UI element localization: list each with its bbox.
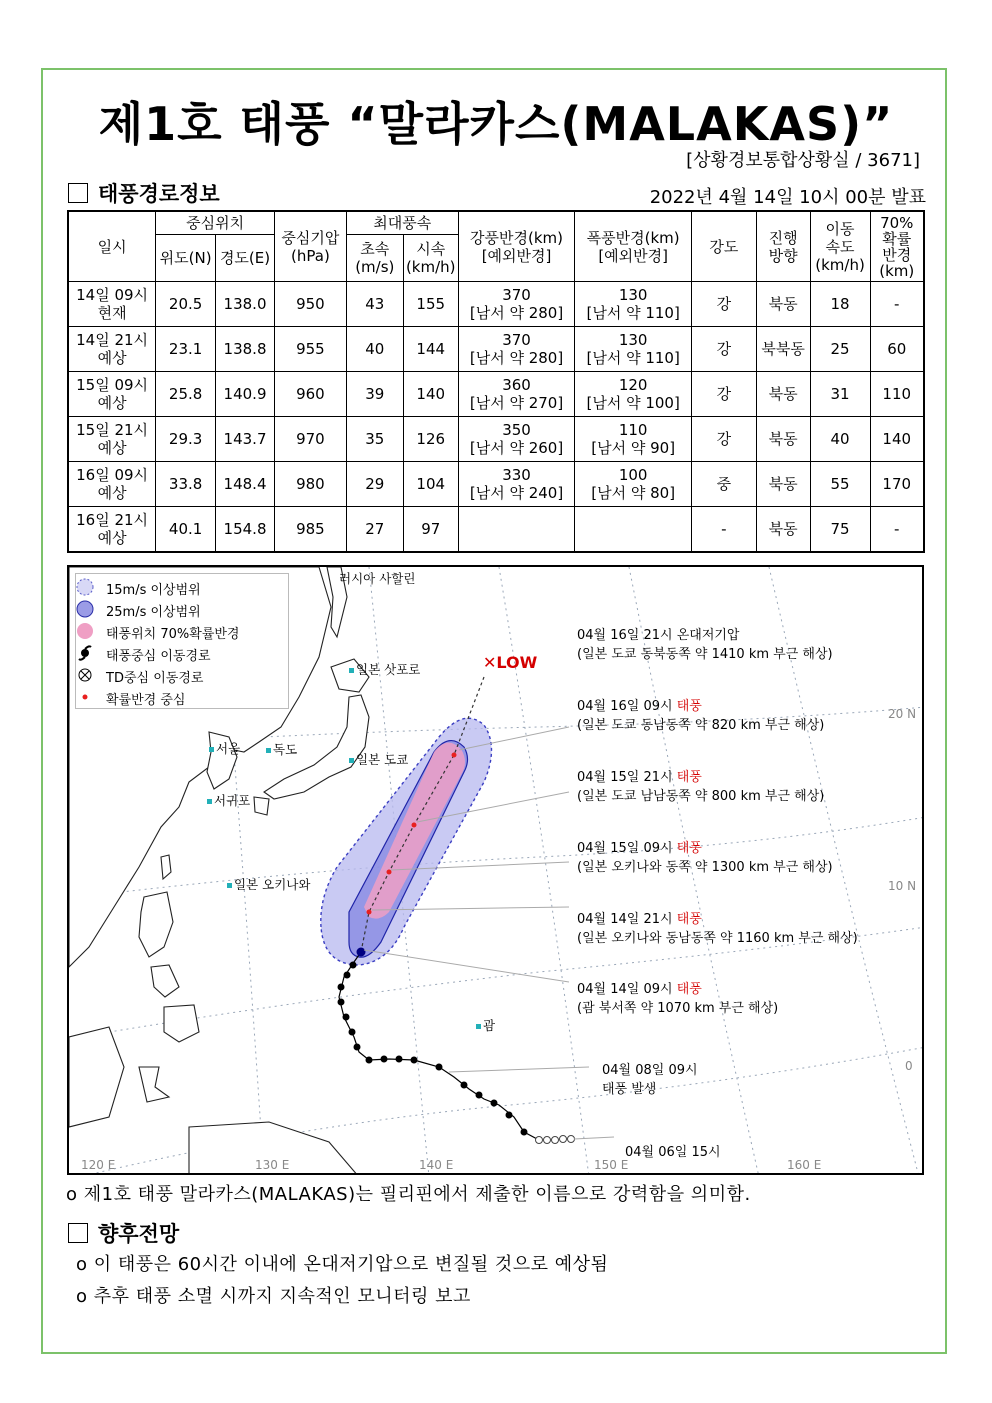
axis-lon-130: 130 E <box>255 1158 290 1172</box>
table-cell-pres: 960 <box>274 372 346 417</box>
table-cell-int: 강 <box>691 327 756 372</box>
table-cell-gale: 370 [남서 약 280] <box>458 327 575 372</box>
table-cell-pres: 950 <box>274 282 346 327</box>
table-cell-spd: 40 <box>810 417 870 462</box>
track-table <box>67 210 925 553</box>
table-cell-prob: 170 <box>870 462 924 507</box>
place-seogwipo: 서귀포 <box>207 791 250 809</box>
col-lat: 위도(N) <box>156 235 216 282</box>
axis-lon-140: 140 E <box>419 1158 454 1172</box>
table-cell-int: 중 <box>691 462 756 507</box>
table-cell-storm: 130 [남서 약 110] <box>575 282 692 327</box>
borneo <box>69 1027 124 1127</box>
col-intensity: 강도 <box>691 211 756 282</box>
table-cell-int: 강 <box>691 372 756 417</box>
table-cell-int: 강 <box>691 417 756 462</box>
col-datetime: 일시 <box>68 211 156 282</box>
table-cell-lat: 25.8 <box>156 372 216 417</box>
table-cell-storm: 100 [남서 약 80] <box>575 462 692 507</box>
table-cell-dir: 북북동 <box>756 327 810 372</box>
table-cell-ms: 40 <box>346 327 403 372</box>
table-cell-lat: 20.5 <box>156 282 216 327</box>
legend-prob: 태풍위치 70%확률반경 <box>76 622 240 642</box>
legend-td-track: TD중심 이동경로 <box>76 666 203 686</box>
issuing-office: [상황경보통합상황실 / 3671] <box>686 150 920 171</box>
table-cell-pres: 955 <box>274 327 346 372</box>
table-cell-int: 강 <box>691 282 756 327</box>
table-cell-kmh: 155 <box>403 282 458 327</box>
section-outlook-label: 향후전망 <box>98 1222 180 1246</box>
table-cell-dir: 북동 <box>756 282 810 327</box>
table-cell-gale: 350 [남서 약 260] <box>458 417 575 462</box>
annotation-08d09h: 04월 08일 09시 태풍 발생 <box>602 1063 698 1097</box>
table-cell-spd: 18 <box>810 282 870 327</box>
place-sakhalin: 러시아 사할린 <box>339 571 416 586</box>
axis-lon-120: 120 E <box>81 1158 116 1172</box>
table-cell-lat: 33.8 <box>156 462 216 507</box>
table-cell-spd: 75 <box>810 507 870 553</box>
table-cell-time: 14일 09시 현재 <box>68 282 156 327</box>
checkbox-icon <box>68 183 88 203</box>
table-cell-lon: 148.4 <box>216 462 275 507</box>
mindanao <box>164 1005 199 1042</box>
table-cell-ms: 43 <box>346 282 403 327</box>
table-cell-prob: - <box>870 507 924 553</box>
place-sapporo: 일본 삿포로 <box>349 660 420 678</box>
table-cell-dir: 북동 <box>756 417 810 462</box>
table-row <box>68 462 924 507</box>
checkbox-icon <box>68 1223 88 1243</box>
col-prob: 70% 확률 반경 (km) <box>870 211 924 282</box>
col-pressure: 중심기압 (hPa) <box>274 211 346 282</box>
table-cell-ms: 39 <box>346 372 403 417</box>
table-cell-spd: 55 <box>810 462 870 507</box>
annotation-16d09h: 04월 16일 09시 태풍 (일본 도쿄 동남동쪽 약 820 km 부근 해상) <box>577 699 825 733</box>
table-cell-kmh: 126 <box>403 417 458 462</box>
table-cell-storm: 110 [남서 약 90] <box>575 417 692 462</box>
outlook-item-1: o 이 태풍은 60시간 이내에 온대저기압으로 변질될 것으로 예상됨 <box>76 1254 609 1275</box>
table-cell-storm: 120 [남서 약 100] <box>575 372 692 417</box>
table-cell-lat: 40.1 <box>156 507 216 553</box>
outlook-item-2: o 추후 태풍 소멸 시까지 지속적인 모니터링 보고 <box>76 1286 471 1307</box>
table-cell-gale <box>458 507 575 553</box>
section-track-label: 태풍경로정보 <box>98 182 220 206</box>
col-kmh: 시속 (km/h) <box>403 235 458 282</box>
table-cell-time: 15일 21시 예상 <box>68 417 156 462</box>
table-cell-gale: 330 [남서 약 240] <box>458 462 575 507</box>
legend-storm: 25m/s 이상범위 <box>76 600 201 620</box>
table-cell-prob: 140 <box>870 417 924 462</box>
table-cell-pres: 985 <box>274 507 346 553</box>
kyushu <box>254 797 269 815</box>
table-cell-prob: - <box>870 282 924 327</box>
col-maxwind: 최대풍속 <box>346 211 458 235</box>
table-row <box>68 327 924 372</box>
table-cell-dir: 북동 <box>756 372 810 417</box>
legend-typhoon-track: 태풍중심 이동경로 <box>76 644 211 664</box>
table-cell-time: 15일 09시 예상 <box>68 372 156 417</box>
table-cell-gale: 370 [남서 약 280] <box>458 282 575 327</box>
table-cell-spd: 31 <box>810 372 870 417</box>
table-row <box>68 372 924 417</box>
col-lon: 경도(E) <box>216 235 275 282</box>
visayas <box>151 965 179 997</box>
axis-lat-0: 0 <box>905 1059 913 1073</box>
table-cell-time: 16일 09시 예상 <box>68 462 156 507</box>
table-cell-dir: 북동 <box>756 507 810 553</box>
table-cell-ms: 27 <box>346 507 403 553</box>
annotation-14d09h: 04월 14일 09시 태풍 (괌 북서쪽 약 1070 km 부근 해상) <box>577 982 779 1016</box>
table-cell-pres: 970 <box>274 417 346 462</box>
legend-prob-center: 확률반경 중심 <box>76 688 185 708</box>
table-cell-spd: 25 <box>810 327 870 372</box>
table-cell-kmh: 97 <box>403 507 458 553</box>
table-cell-dir: 북동 <box>756 462 810 507</box>
table-cell-ms: 29 <box>346 462 403 507</box>
table-cell-storm: 130 [남서 약 110] <box>575 327 692 372</box>
table-cell-kmh: 104 <box>403 462 458 507</box>
table-cell-prob: 110 <box>870 372 924 417</box>
axis-lon-150: 150 E <box>594 1158 629 1172</box>
section-track-heading <box>68 178 220 208</box>
page-title: 제1호 태풍 “말라카스(MALAKAS)” <box>98 97 894 151</box>
table-cell-lon: 138.8 <box>216 327 275 372</box>
table-cell-kmh: 140 <box>403 372 458 417</box>
axis-lat-10: 10 N <box>888 879 917 893</box>
name-note: o 제1호 태풍 말라카스(MALAKAS)는 필리핀에서 제출한 이름으로 강력함을 의미함. <box>66 1184 751 1205</box>
map-legend <box>75 573 289 709</box>
table-cell-storm <box>575 507 692 553</box>
annotation-14d21h: 04월 14일 21시 태풍 (일본 오키나와 동남동쪽 약 1160 km 부근 해상) <box>577 912 858 946</box>
table-cell-time: 16일 21시 예상 <box>68 507 156 553</box>
table-cell-lon: 138.0 <box>216 282 275 327</box>
table-cell-lon: 154.8 <box>216 507 275 553</box>
sulawesi <box>139 1067 169 1102</box>
table-cell-gale: 360 [남서 약 270] <box>458 372 575 417</box>
table-cell-lon: 143.7 <box>216 417 275 462</box>
table-cell-kmh: 144 <box>403 327 458 372</box>
table-cell-lon: 140.9 <box>216 372 275 417</box>
col-ms: 초속 (m/s) <box>346 235 403 282</box>
place-seoul: 서울 <box>209 739 240 757</box>
col-gale: 강풍반경(km) [예외반경] <box>458 211 575 282</box>
section-outlook-heading <box>68 1218 179 1248</box>
table-cell-prob: 60 <box>870 327 924 372</box>
table-cell-lat: 29.3 <box>156 417 216 462</box>
issue-time: 2022년 4월 14일 10시 00분 발표 <box>649 187 926 208</box>
track-map <box>67 565 924 1175</box>
legend-gale: 15m/s 이상범위 <box>76 578 201 598</box>
place-okinawa: 일본 오키나와 <box>227 875 310 893</box>
table-row <box>68 507 924 553</box>
place-guam: 괌 <box>476 1016 495 1034</box>
table-cell-ms: 35 <box>346 417 403 462</box>
table-row <box>68 417 924 462</box>
col-storm: 폭풍반경(km) [예외반경] <box>575 211 692 282</box>
place-dokdo: 독도 <box>266 740 297 758</box>
table-cell-pres: 980 <box>274 462 346 507</box>
luzon <box>139 892 173 957</box>
annotation-06d15h: 04월 06일 15시 <box>625 1145 721 1160</box>
td-track-marks <box>536 1136 575 1144</box>
low-marker: ✕LOW <box>483 653 538 672</box>
table-cell-int: - <box>691 507 756 553</box>
table-cell-lat: 23.1 <box>156 327 216 372</box>
axis-lon-160: 160 E <box>787 1158 822 1172</box>
axis-lat-20: 20 N <box>888 707 917 721</box>
table-cell-time: 14일 21시 예상 <box>68 327 156 372</box>
taiwan <box>161 855 171 879</box>
annotation-15d21h: 04월 15일 21시 태풍 (일본 도쿄 남남동쪽 약 800 km 부근 해상) <box>577 770 825 804</box>
annotation-15d09h: 04월 15일 09시 태풍 (일본 오키나와 동쪽 약 1300 km 부근 해상) <box>577 841 833 875</box>
annotation-16d21h: 04월 16일 21시 온대저기압 (일본 도쿄 동북동쪽 약 1410 km 부근 해상) <box>577 628 833 662</box>
col-center: 중심위치 <box>156 211 275 235</box>
table-row <box>68 282 924 327</box>
col-speed: 이동 속도 (km/h) <box>810 211 870 282</box>
col-direction: 진행 방향 <box>756 211 810 282</box>
place-tokyo: 일본 도쿄 <box>349 750 408 768</box>
past-track-marks <box>338 948 528 1136</box>
